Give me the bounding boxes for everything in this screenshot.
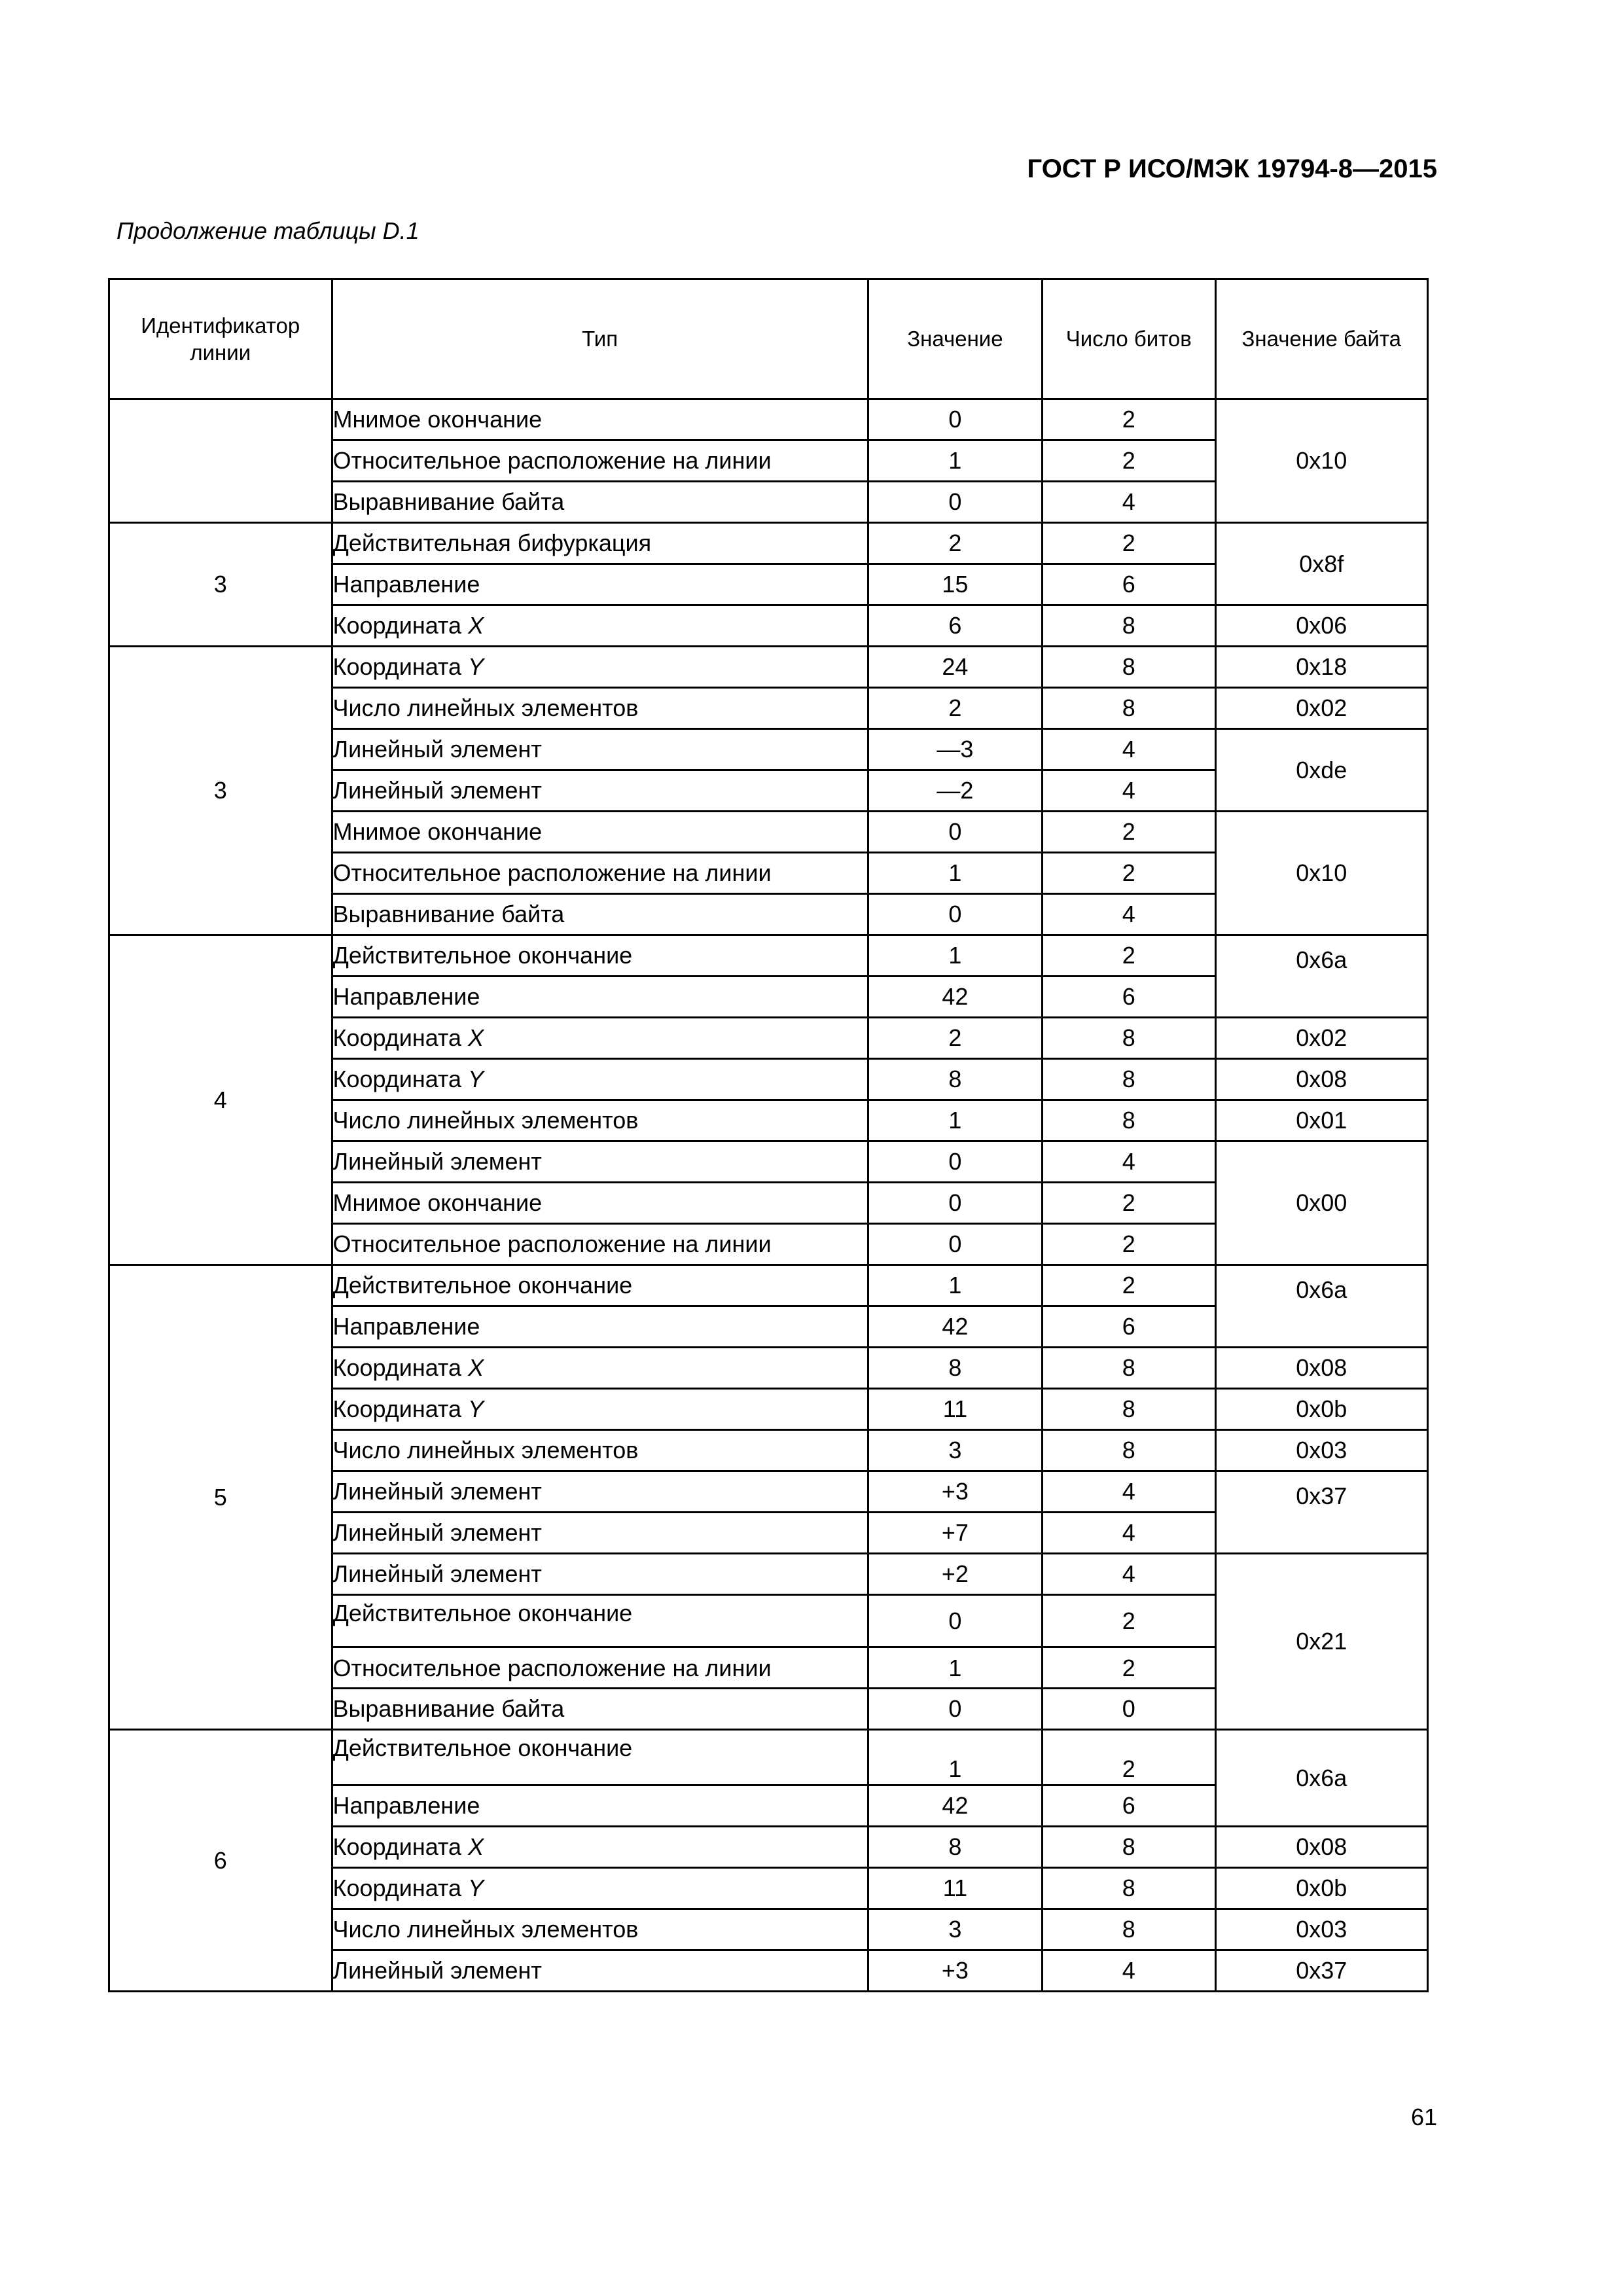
byte-cell: 0x02 — [1215, 1018, 1428, 1059]
byte-cell: 0x06 — [1215, 605, 1428, 647]
bits-cell: 8 — [1043, 1389, 1215, 1430]
bits-cell: 8 — [1043, 1430, 1215, 1471]
value-cell: 15 — [868, 564, 1042, 605]
value-cell: 42 — [868, 1785, 1042, 1827]
bits-cell: 2 — [1043, 1224, 1215, 1265]
bits-cell: 4 — [1043, 729, 1215, 770]
type-cell — [332, 605, 868, 647]
bits-cell: 8 — [1043, 688, 1215, 729]
byte-cell: 0x03 — [1215, 1909, 1428, 1950]
table-row — [109, 399, 1428, 440]
value-cell: 11 — [868, 1389, 1042, 1430]
bits-cell: 4 — [1043, 1471, 1215, 1513]
table-row — [109, 1730, 1428, 1785]
type-cell: Линейный элемент — [332, 1554, 868, 1595]
axis-label: X — [468, 1833, 484, 1860]
bits-cell: 2 — [1043, 523, 1215, 564]
type-cell: Мнимое окончание — [332, 399, 868, 440]
value-cell: 0 — [868, 1689, 1042, 1730]
byte-cell: 0x37 — [1215, 1471, 1428, 1554]
bits-cell: 6 — [1043, 1785, 1215, 1827]
type-label: Координата — [332, 1833, 462, 1860]
line-id-cell: 3 — [109, 523, 332, 647]
value-cell: +3 — [868, 1471, 1042, 1513]
value-cell: 1 — [868, 1265, 1042, 1306]
bits-cell: 4 — [1043, 482, 1215, 523]
value-cell: 0 — [868, 482, 1042, 523]
bits-cell: 0 — [1043, 1689, 1215, 1730]
bits-cell: 2 — [1043, 935, 1215, 977]
byte-cell: 0x08 — [1215, 1348, 1428, 1389]
type-cell: Линейный элемент — [332, 1141, 868, 1183]
byte-cell: 0x08 — [1215, 1827, 1428, 1868]
line-id-cell: 3 — [109, 647, 332, 935]
type-cell: Относительное расположение на линии — [332, 1647, 868, 1689]
type-label: Координата — [332, 612, 462, 639]
value-cell: +2 — [868, 1554, 1042, 1595]
value-cell: 0 — [868, 1141, 1042, 1183]
value-cell: 8 — [868, 1827, 1042, 1868]
line-id-cell — [109, 399, 332, 523]
type-cell — [332, 1868, 868, 1909]
type-cell: Число линейных элементов — [332, 688, 868, 729]
type-cell: Линейный элемент — [332, 1471, 868, 1513]
type-cell: Выравнивание байта — [332, 894, 868, 935]
value-cell: +7 — [868, 1513, 1042, 1554]
type-cell: Число линейных элементов — [332, 1909, 868, 1950]
bits-cell: 8 — [1043, 605, 1215, 647]
value-cell: 2 — [868, 688, 1042, 729]
type-cell: Выравнивание байта — [332, 1689, 868, 1730]
value-cell: 2 — [868, 1018, 1042, 1059]
value-cell: 2 — [868, 523, 1042, 564]
bits-cell: 4 — [1043, 1141, 1215, 1183]
type-label: Координата — [332, 1395, 462, 1422]
axis-label: Y — [468, 1066, 484, 1092]
bits-cell: 8 — [1043, 647, 1215, 688]
value-cell: 24 — [868, 647, 1042, 688]
bits-cell: 6 — [1043, 1306, 1215, 1348]
header-row — [109, 279, 1428, 399]
type-cell: Линейный элемент — [332, 1950, 868, 1992]
bits-cell: 8 — [1043, 1018, 1215, 1059]
bits-cell: 4 — [1043, 770, 1215, 812]
byte-cell: 0x08 — [1215, 1059, 1428, 1100]
value-cell: 0 — [868, 1595, 1042, 1647]
type-cell: Мнимое окончание — [332, 1183, 868, 1224]
type-cell: Действительное окончание — [332, 1265, 868, 1306]
bits-cell: 2 — [1043, 1265, 1215, 1306]
value-cell: 42 — [868, 1306, 1042, 1348]
type-cell: Относительное расположение на линии — [332, 440, 868, 482]
value-cell: —3 — [868, 729, 1042, 770]
type-cell: Направление — [332, 1785, 868, 1827]
table-row — [109, 1265, 1428, 1306]
header-bits: Число битов — [1043, 279, 1215, 399]
bits-cell: 2 — [1043, 812, 1215, 853]
line-id-cell: 5 — [109, 1265, 332, 1730]
value-cell: 1 — [868, 1730, 1042, 1785]
bits-cell: 4 — [1043, 1554, 1215, 1595]
value-cell: 0 — [868, 894, 1042, 935]
value-cell: +3 — [868, 1950, 1042, 1992]
byte-cell: 0x37 — [1215, 1950, 1428, 1992]
byte-cell: 0x6a — [1215, 1265, 1428, 1348]
type-cell — [332, 1348, 868, 1389]
axis-label: X — [468, 1354, 484, 1381]
type-label: Координата — [332, 1066, 462, 1092]
value-cell: 1 — [868, 935, 1042, 977]
header-line-id: Идентификатор линии — [109, 279, 332, 399]
value-cell: 6 — [868, 605, 1042, 647]
value-cell: 1 — [868, 440, 1042, 482]
value-cell: 1 — [868, 853, 1042, 894]
type-cell: Линейный элемент — [332, 729, 868, 770]
header-type: Тип — [332, 279, 868, 399]
byte-cell: 0x21 — [1215, 1554, 1428, 1730]
line-id-cell: 4 — [109, 935, 332, 1265]
bits-cell: 8 — [1043, 1100, 1215, 1141]
type-cell: Направление — [332, 977, 868, 1018]
value-cell: 42 — [868, 977, 1042, 1018]
type-cell: Направление — [332, 564, 868, 605]
table-row — [109, 523, 1428, 564]
value-cell: 8 — [868, 1059, 1042, 1100]
data-table — [108, 278, 1429, 1992]
type-label: Координата — [332, 1874, 462, 1901]
bits-cell: 4 — [1043, 1513, 1215, 1554]
byte-cell: 0x6a — [1215, 1730, 1428, 1827]
axis-label: Y — [468, 1874, 484, 1901]
type-cell — [332, 1018, 868, 1059]
type-cell: Действительное окончание — [332, 1595, 868, 1647]
type-cell: Направление — [332, 1306, 868, 1348]
type-cell — [332, 1827, 868, 1868]
axis-label: Y — [468, 1395, 484, 1422]
bits-cell: 2 — [1043, 1730, 1215, 1785]
type-cell: Относительное расположение на линии — [332, 853, 868, 894]
bits-cell: 8 — [1043, 1909, 1215, 1950]
type-label: Координата — [332, 653, 462, 680]
line-id-cell: 6 — [109, 1730, 332, 1992]
bits-cell: 2 — [1043, 1595, 1215, 1647]
value-cell: 0 — [868, 812, 1042, 853]
bits-cell: 6 — [1043, 977, 1215, 1018]
page-number: 61 — [1410, 2104, 1437, 2130]
value-cell: 11 — [868, 1868, 1042, 1909]
byte-cell: 0x00 — [1215, 1141, 1428, 1265]
bits-cell: 8 — [1043, 1868, 1215, 1909]
bits-cell: 8 — [1043, 1348, 1215, 1389]
bits-cell: 2 — [1043, 853, 1215, 894]
value-cell: 1 — [868, 1100, 1042, 1141]
byte-cell: 0x10 — [1215, 399, 1428, 523]
bits-cell: 8 — [1043, 1059, 1215, 1100]
type-cell: Выравнивание байта — [332, 482, 868, 523]
type-cell: Мнимое окончание — [332, 812, 868, 853]
byte-cell: 0x02 — [1215, 688, 1428, 729]
value-cell: 3 — [868, 1430, 1042, 1471]
byte-cell: 0xde — [1215, 729, 1428, 812]
value-cell: 8 — [868, 1348, 1042, 1389]
value-cell: 0 — [868, 1183, 1042, 1224]
table-row — [109, 935, 1428, 977]
document-code: ГОСТ Р ИСО/МЭК 19794-8—2015 — [1027, 154, 1437, 183]
byte-cell: 0x0b — [1215, 1389, 1428, 1430]
value-cell: —2 — [868, 770, 1042, 812]
bits-cell: 4 — [1043, 894, 1215, 935]
value-cell: 0 — [868, 399, 1042, 440]
type-label: Координата — [332, 1354, 462, 1381]
value-cell: 1 — [868, 1647, 1042, 1689]
table-caption: Продолжение таблицы D.1 — [116, 217, 419, 244]
bits-cell: 2 — [1043, 1183, 1215, 1224]
byte-cell: 0x01 — [1215, 1100, 1428, 1141]
byte-cell: 0x8f — [1215, 523, 1428, 605]
type-cell: Действительное окончание — [332, 935, 868, 977]
byte-cell: 0x6a — [1215, 935, 1428, 1018]
bits-cell: 2 — [1043, 440, 1215, 482]
type-cell: Действительная бифуркация — [332, 523, 868, 564]
byte-cell: 0x03 — [1215, 1430, 1428, 1471]
header-byte-value: Значение байта — [1215, 279, 1428, 399]
type-cell — [332, 647, 868, 688]
axis-label: X — [468, 1024, 484, 1051]
header-value: Значение — [868, 279, 1042, 399]
type-cell — [332, 1059, 868, 1100]
type-cell: Число линейных элементов — [332, 1100, 868, 1141]
byte-cell: 0x10 — [1215, 812, 1428, 935]
value-cell: 3 — [868, 1909, 1042, 1950]
bits-cell: 6 — [1043, 564, 1215, 605]
bits-cell: 8 — [1043, 1827, 1215, 1868]
type-cell: Число линейных элементов — [332, 1430, 868, 1471]
bits-cell: 2 — [1043, 1647, 1215, 1689]
byte-cell: 0x0b — [1215, 1868, 1428, 1909]
table-row — [109, 647, 1428, 688]
axis-label: Y — [468, 653, 484, 680]
axis-label: X — [468, 612, 484, 639]
type-cell: Относительное расположение на линии — [332, 1224, 868, 1265]
type-cell: Линейный элемент — [332, 1513, 868, 1554]
byte-cell: 0x18 — [1215, 647, 1428, 688]
bits-cell: 4 — [1043, 1950, 1215, 1992]
value-cell: 0 — [868, 1224, 1042, 1265]
bits-cell: 2 — [1043, 399, 1215, 440]
type-label: Координата — [332, 1024, 462, 1051]
type-cell — [332, 1389, 868, 1430]
type-cell: Линейный элемент — [332, 770, 868, 812]
type-cell: Действительное окончание — [332, 1730, 868, 1785]
